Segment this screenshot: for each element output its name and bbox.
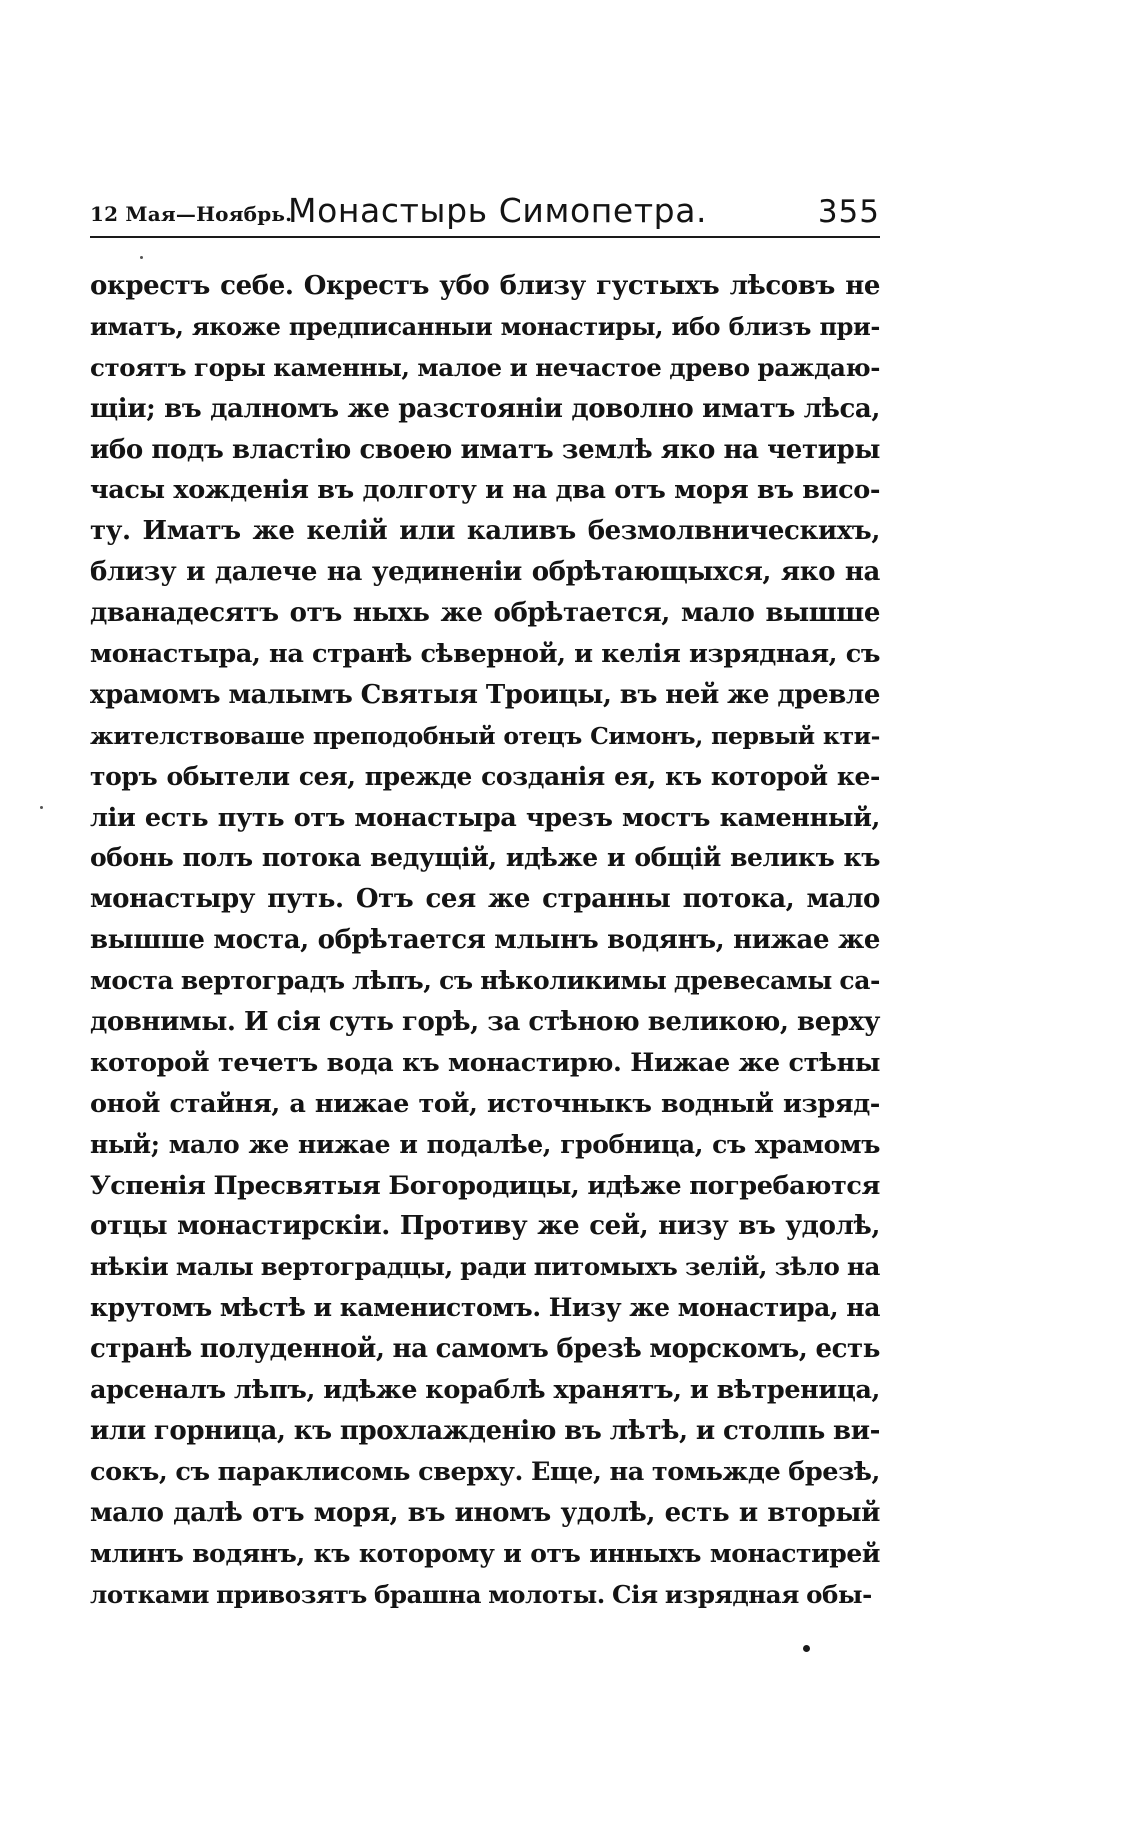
text-line: лотками привозятъ брашна молоты. Сія изрядная обы- — [90, 1579, 872, 1609]
text-line: странѣ полуденной, на самомъ брезѣ морскомъ, есть — [90, 1334, 880, 1365]
text-line: которой течетъ вода къ монастирю. Нижае же стѣны — [90, 1047, 880, 1078]
text-line: ту. Иматъ же келій или каливъ безмолвническихъ, — [90, 516, 880, 547]
running-head-title: Монастырь Симопетра. — [288, 191, 708, 230]
text-line: оной стайня, а нижае той, источныкъ водный изряд- — [90, 1088, 880, 1119]
text-line: окрестъ себе. Окрестъ убо близу густыхъ лѣсовъ не — [90, 271, 880, 301]
print-speck — [140, 256, 143, 259]
text-line: монастыру путь. Отъ сея же странны потока, мало — [90, 884, 880, 915]
text-line: ибо подъ властію своею иматъ землѣ яко на четиры — [90, 434, 880, 465]
text-line: дванадесятъ отъ ныхь же обрѣтается, мало вышше — [90, 598, 880, 629]
text-line: млинъ водянъ, къ которому и отъ инныхъ монастирей — [90, 1538, 880, 1568]
text-line: щіи; въ далномъ же разстояніи доволно иматъ лѣса, — [90, 393, 880, 424]
print-speck — [40, 806, 43, 809]
text-line: стоятъ горы каменны, малое и нечастое древо раждаю- — [90, 352, 880, 382]
text-line: монастыра, на странѣ сѣверной, и келія изрядная, съ — [90, 639, 880, 670]
body-text — [90, 266, 880, 1615]
bottom-dot-mark — [803, 1645, 810, 1652]
text-line: довнимы. И сія суть горѣ, за стѣною великою, верху — [90, 1007, 880, 1038]
text-line: или горница, къ прохлажденію въ лѣтѣ, и столпь ви- — [90, 1415, 880, 1446]
text-line: обонь полъ потока ведущій, идѣже и общій великъ къ — [90, 843, 880, 873]
text-line: жителствоваше преподобный отецъ Симонъ, первый кти- — [90, 721, 880, 750]
text-line: торъ обытели сея, прежде созданія ея, къ которой ке- — [90, 761, 880, 791]
text-line: вышше моста, обрѣтается млынъ водянъ, нижае же — [90, 925, 880, 956]
running-head-dates: 12 Мая—Ноябрь. — [90, 202, 293, 226]
header-rule — [90, 236, 880, 238]
text-line: крутомъ мѣстѣ и каменистомъ. Низу же монастира, на — [90, 1293, 880, 1323]
text-line: отцы монастирскіи. Противу же сей, низу въ удолѣ, — [90, 1211, 880, 1242]
text-line: мало далѣ отъ моря, въ иномъ удолѣ, есть и вторый — [90, 1497, 880, 1528]
text-line: близу и далече на уединеніи обрѣтающыхся, яко на — [90, 557, 880, 588]
text-line: храмомъ малымъ Святыя Троицы, въ ней же древле — [90, 679, 880, 710]
text-line: Успенія Пресвятыя Богородицы, идѣже погребаются — [90, 1170, 880, 1201]
page-number: 355 — [817, 194, 880, 230]
text-line: часы хожденія въ долготу и на два отъ моря въ висо- — [90, 475, 880, 506]
text-line: арсеналъ лѣпъ, идѣже кораблѣ хранятъ, и вѣтреница, — [90, 1375, 880, 1406]
running-head — [90, 186, 880, 230]
text-line: сокъ, съ параклисомь сверху. Еще, на томьжде брезѣ, — [90, 1456, 880, 1487]
text-line: моста вертоградъ лѣпъ, съ нѣколикимы древесамы са- — [90, 966, 880, 996]
text-line: ный; мало же нижае и подалѣе, гробница, съ храмомъ — [90, 1129, 880, 1159]
text-line: иматъ, якоже предписанныи монастиры, ибо близъ при- — [90, 311, 880, 341]
text-line: нѣкіи малы вертоградцы, ради питомыхъ зелій, зѣло на — [90, 1252, 880, 1282]
text-line: ліи есть путь отъ монастыра чрезъ мостъ каменный, — [90, 802, 880, 833]
